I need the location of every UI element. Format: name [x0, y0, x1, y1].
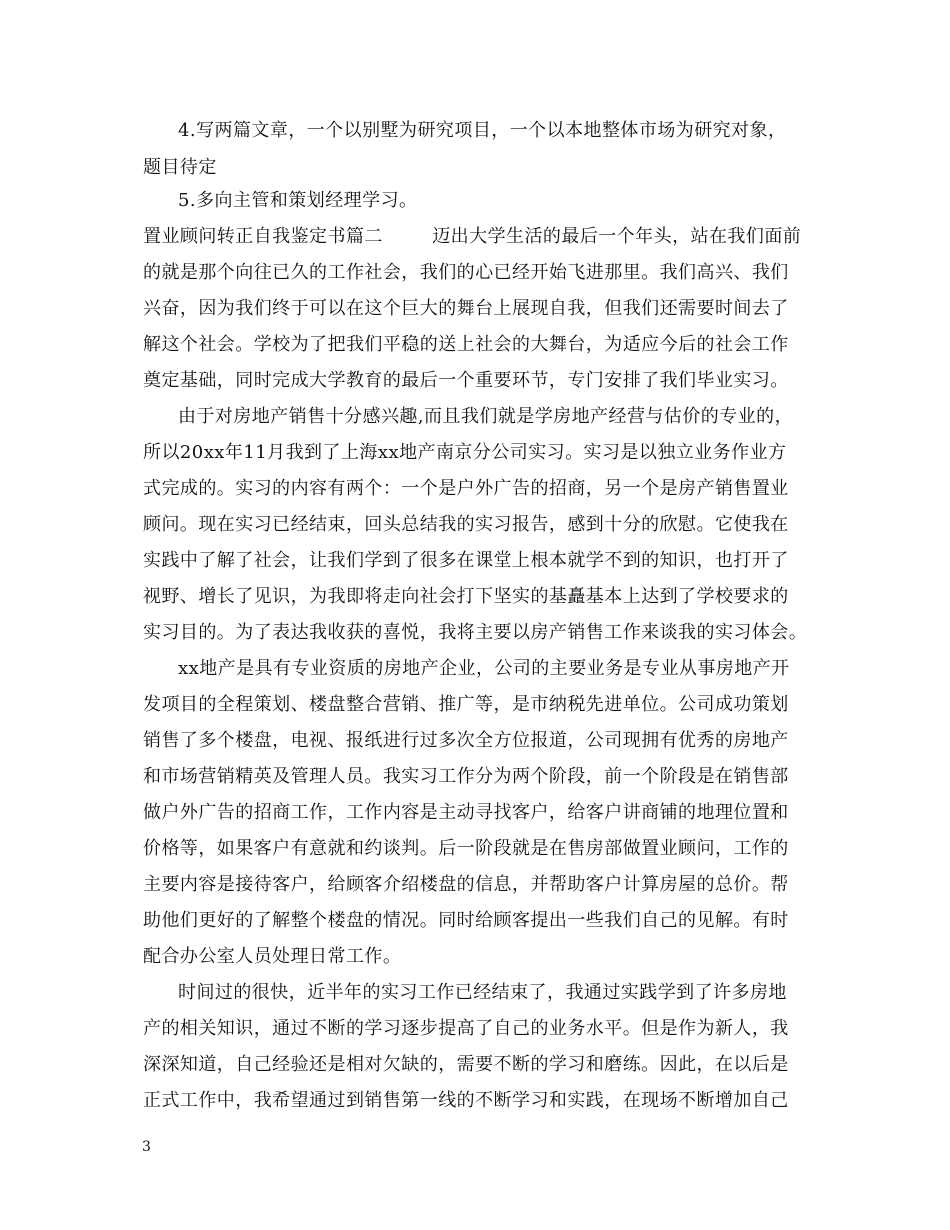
text-line: 配合办公室人员处理日常工作。	[143, 946, 402, 967]
text-line: 正式工作中，我希望通过到销售第一线的不断学习和实践，在现场不断增加自己	[143, 1090, 789, 1111]
text-line: xx地产是具有专业资质的房地产企业，公司的主要业务是专业从事房地产开	[178, 658, 790, 679]
text-line: 实践中了解了社会，让我们学到了很多在课堂上根本就学不到的知识，也打开了	[143, 550, 789, 571]
text-line: 题目待定	[143, 157, 217, 178]
text-line: 奠定基础，同时完成大学教育的最后一个重要环节，专门安排了我们毕业实习。	[143, 370, 789, 391]
text-line: 实习目的。为了表达我收获的喜悦，我将主要以房产销售工作来谈我的实习体会。	[143, 622, 808, 643]
text-line: 所以20xx年11月我到了上海xx地产南京分公司实习。实习是以独立业务作业方	[143, 442, 787, 463]
text-line: 助他们更好的了解整个楼盘的情况。同时给顾客提出一些我们自己的见解。有时	[143, 910, 789, 931]
text-line: 价格等，如果客户有意就和约谈判。后一阶段就是在售房部做置业顾问，工作的	[143, 838, 789, 859]
text-line: 由于对房地产销售十分感兴趣,而且我们就是学房地产经营与估价的专业的，	[178, 406, 794, 427]
text-line: 主要内容是接待客户，给顾客介绍楼盘的信息，并帮助客户计算房屋的总价。帮	[143, 874, 789, 895]
text-line: 5.多向主管和策划经理学习。	[178, 190, 418, 211]
text-line: 兴奋，因为我们终于可以在这个巨大的舞台上展现自我，但我们还需要时间去了	[143, 298, 789, 319]
text-line: 视野、增长了见识，为我即将走向社会打下坚实的基矗基本上达到了学校要求的	[143, 586, 789, 607]
text-line: 时间过的很快，近半年的实习工作已经结束了，我通过实践学到了许多房地	[178, 982, 787, 1003]
text-line: 发项目的全程策划、楼盘整合营销、推广等，是市纳税先进单位。公司成功策划	[143, 694, 789, 715]
text-line: 深深知道，自己经验还是相对欠缺的，需要不断的学习和磨练。因此，在以后是	[143, 1054, 789, 1075]
page-number: 3	[142, 1139, 151, 1155]
text-line: 的就是那个向往已久的工作社会，我们的心已经开始飞进那里。我们高兴、我们	[143, 262, 789, 283]
text-line: 解这个社会。学校为了把我们平稳的送上社会的大舞台，为适应今后的社会工作	[143, 334, 789, 355]
section-heading-line: 置业顾问转正自我鉴定书篇二 迈出大学生活的最后一个年头，站在我们面前	[143, 226, 802, 247]
text-line: 做户外广告的招商工作，工作内容是主动寻找客户，给客户讲商铺的地理位置和	[143, 802, 789, 823]
text-line: 和市场营销精英及管理人员。我实习工作分为两个阶段，前一个阶段是在销售部	[143, 766, 789, 787]
text-line: 产的相关知识，通过不断的学习逐步提高了自己的业务水平。但是作为新人，我	[143, 1018, 789, 1039]
text-line: 式完成的。实习的内容有两个：一个是户外广告的招商，另一个是房产销售置业	[143, 478, 789, 499]
text-line: 4.写两篇文章，一个以别墅为研究项目，一个以本地整体市场为研究对象，	[178, 120, 787, 141]
text-line: 销售了多个楼盘，电视、报纸进行过多次全方位报道，公司现拥有优秀的房地产	[143, 730, 789, 751]
text-line: 顾问。现在实习已经结束，回头总结我的实习报告，感到十分的欣慰。它使我在	[143, 514, 789, 535]
